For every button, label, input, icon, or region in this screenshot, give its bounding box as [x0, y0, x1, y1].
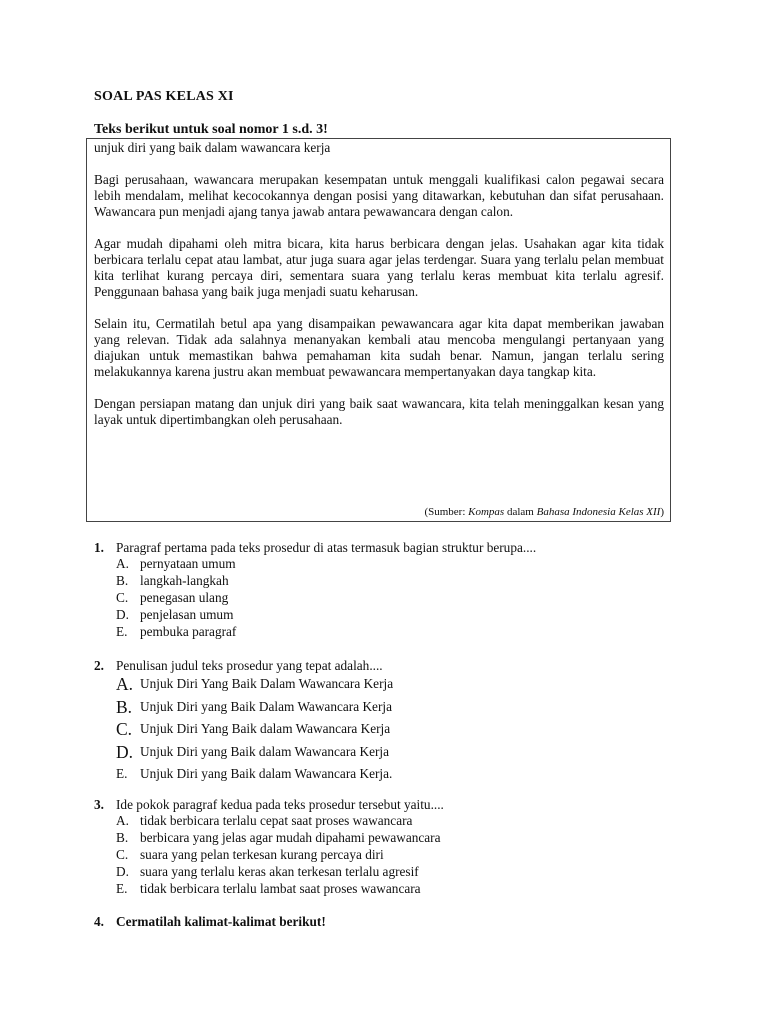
option-e[interactable]: E. pembuka paragraf	[116, 624, 237, 639]
exam-title: SOAL PAS KELAS XI	[94, 89, 234, 104]
option-c[interactable]: C. Unjuk Diri Yang Baik dalam Wawancara Kerja	[116, 719, 391, 739]
passage-paragraph-1: Bagi perusahaan, wawancara merupakan kesempatan untuk menggali kualifikasi calon pegawai secara lebih mendalam, melihat kecocokannya dengan posisi yang ditawarkan, kebutuhan dan sifat perusahaan. Wawancara pun menjadi ajang tanya jawab antara pewawancara dengan calon.	[94, 172, 664, 219]
option-b[interactable]: B. berbicara yang jelas agar mudah dipahami pewawancara	[116, 830, 441, 845]
question-4	[94, 914, 694, 930]
question-text: Paragraf pertama pada teks prosedur di atas termasuk bagian struktur berupa....	[116, 540, 537, 555]
passage-paragraph-4: Dengan persiapan matang dan unjuk diri yang baik saat wawancara, kita telah meninggalkan kesan yang layak untuk dipertimbangkan oleh perusahaan.	[94, 396, 664, 427]
question-number: 1.	[94, 540, 104, 555]
question-number: 3.	[94, 797, 104, 812]
passage-paragraph-2: Agar mudah dipahami oleh mitra bicara, kita harus berbicara dengan jelas. Usahakan agar kita tidak berbicara terlalu cepat atau lambat, atur juga suara agar jelas terdengar. Suara yang terlalu pelan membuat kita terlihat kurang percaya diri, sementara suara yang terlalu keras membuat kita terlalu agresif. Penggunaan bahasa yang baik juga menjadi suatu keharusan.	[94, 236, 664, 299]
option-c[interactable]: C. penegasan ulang	[116, 590, 229, 605]
option-d[interactable]: D. Unjuk Diri yang Baik dalam Wawancara Kerja	[116, 741, 390, 762]
question-2	[94, 658, 694, 783]
passage-heading: unjuk diri yang baik dalam wawancara kerja	[94, 140, 331, 155]
question-text: Penulisan judul teks prosedur yang tepat adalah....	[116, 658, 383, 673]
passage-paragraph-3: Selain itu, Cermatilah betul apa yang disampaikan pewawancara agar kita dapat memberikan jawaban yang relevan. Tidak ada salahnya menanyakan kembali atau mencoba mengulangi pertanyaan yang diajukan untuk memastikan bahwa pemahaman kita sudah benar. Namun, jangan terlalu sering melakukannya karena justru akan membuat pewawancara mempertanyakan daya tangkap kita.	[94, 316, 664, 379]
question-3	[94, 797, 694, 898]
option-b[interactable]: B. langkah-langkah	[116, 573, 229, 588]
option-a[interactable]: A. Unjuk Diri Yang Baik Dalam Wawancara Kerja	[116, 674, 394, 694]
passage-instruction: Teks berikut untuk soal nomor 1 s.d. 3!	[94, 122, 328, 137]
question-text: Cermatilah kalimat-kalimat berikut!	[116, 914, 326, 929]
option-a[interactable]: A. tidak berbicara terlalu cepat saat proses wawancara	[116, 813, 413, 828]
option-a[interactable]: A. pernyataan umum	[116, 556, 236, 571]
option-e[interactable]: E. Unjuk Diri yang Baik dalam Wawancara Kerja.	[116, 766, 393, 781]
question-number: 4.	[94, 914, 104, 929]
question-text: Ide pokok paragraf kedua pada teks prosedur tersebut yaitu....	[116, 797, 444, 812]
option-e[interactable]: E. tidak berbicara terlalu lambat saat proses wawancara	[116, 881, 421, 896]
option-d[interactable]: D. suara yang terlalu keras akan terkesan terlalu agresif	[116, 864, 419, 879]
option-b[interactable]: B. Unjuk Diri yang Baik Dalam Wawancara Kerja	[116, 696, 392, 717]
question-1	[94, 540, 694, 641]
passage-source: (Sumber: Kompas dalam Bahasa Indonesia Kelas XII)	[424, 506, 664, 518]
option-c[interactable]: C. suara yang pelan terkesan kurang percaya diri	[116, 847, 384, 862]
passage-box	[86, 138, 671, 522]
option-d[interactable]: D. penjelasan umum	[116, 607, 234, 622]
question-number: 2.	[94, 658, 104, 673]
